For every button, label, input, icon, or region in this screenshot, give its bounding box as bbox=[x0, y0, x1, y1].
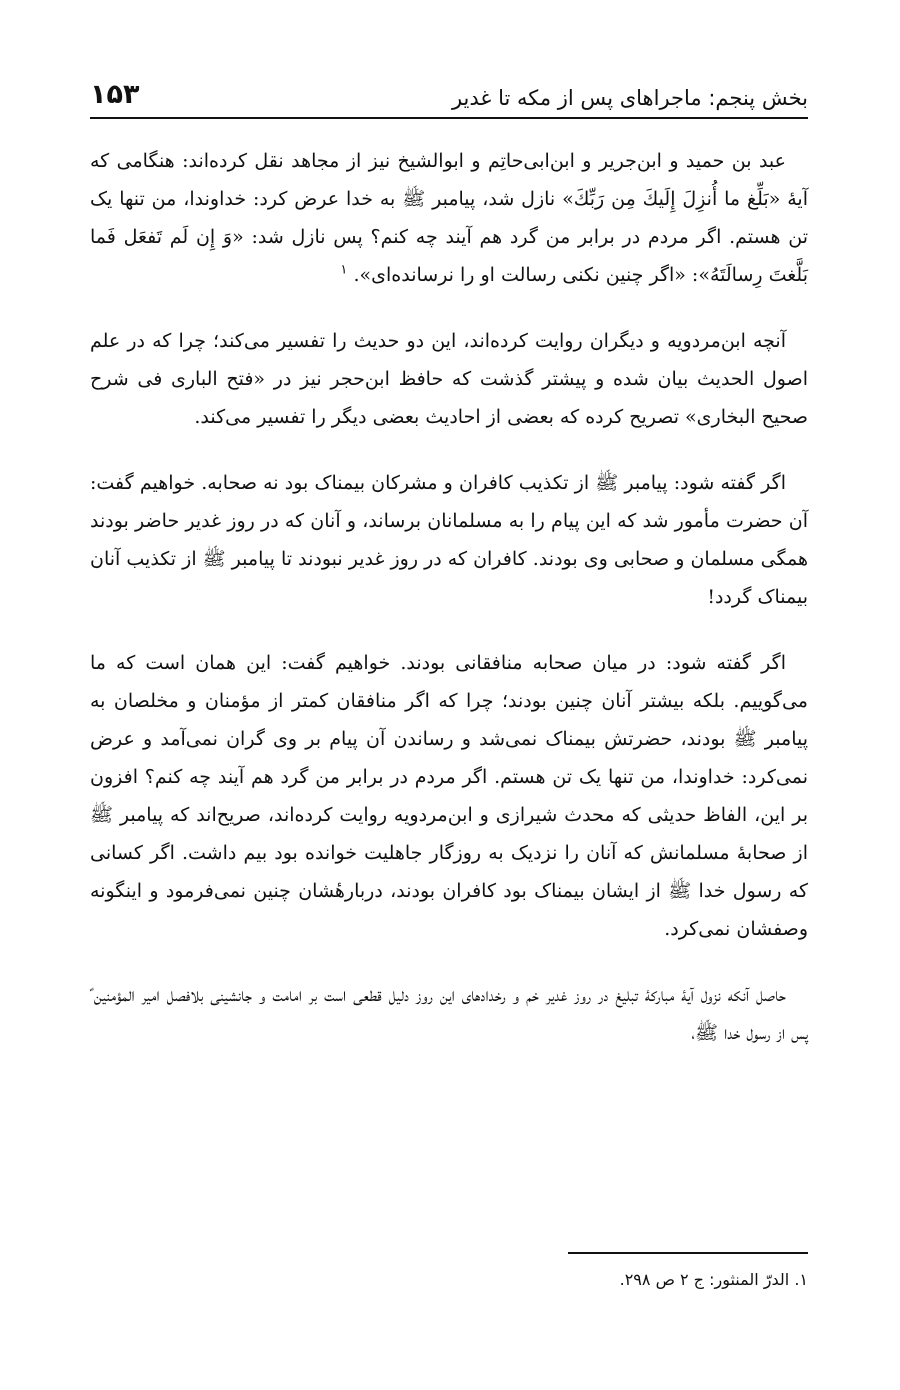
page-number: ۱۵۳ bbox=[90, 79, 140, 110]
paragraph-4: اگر گفته شود: در میان صحابه منافقانی بودند. خواهیم گفت: این همان است که ما می‌گوییم. بلکه بیشتر آنان چنین بودند؛ چرا که اگر منافقان کمتر از مؤمنان و مخلصان به پیامبر ﷺ بودند، حضرتش بیمناک نمی‌شد و رساندن آن پیام بر وی گران نمی‌آمد و عرض نمی‌کرد: خداوندا، من تنها یک تن هستم. اگر مردم در برابر من گرد هم آیند چه کنم؟ افزون بر این، الفاظ حدیثی که محدث شیرازی و ابن‌مردویه روایت کرده‌اند، صریح‌اند که پیامبر ﷺ از صحابهٔ مسلمانش که آنان را نزدیک به روزگار جاهلیت خوانده بود بیم داشت. اگر کسانی که رسول خدا ﷺ از ایشان بیمناک بود کافران بودند، دربارهٔشان چنین نمی‌فرمود و اینگونه وصفشان نمی‌کرد. bbox=[90, 652, 808, 940]
footnote-divider bbox=[568, 1252, 808, 1254]
footnote: ۱. الدرّ المنثور: ج ۲ ص ۲۹۸. bbox=[619, 1270, 808, 1289]
body-text bbox=[90, 142, 808, 1080]
paragraph-5: حاصل آنکه نزول آیهٔ مبارکهٔ تبلیغ در روز غدیر خم و رخدادهای این روز دلیل قطعی است بر امامت و جانشینی بلافصل امیر المؤمنین ؑ پس از رسول خدا ﷺ، bbox=[90, 984, 808, 1044]
running-title: بخش پنجم: ماجراهای پس از مکه تا غدیر bbox=[451, 86, 808, 110]
header-divider bbox=[90, 117, 808, 119]
paragraph-2: آنچه ابن‌مردویه و دیگران روایت کرده‌اند، این دو حدیث را تفسیر می‌کند؛ چرا که در علم اصول الحدیث بیان شده و پیشتر گذشت که حافظ ابن‌حجر نیز در «فتح الباری فی شرح صحیح البخاری» تصریح کرده که بعضی از احادیث بعضی دیگر را تفسیر می‌کند. bbox=[90, 330, 808, 428]
paragraph-3: اگر گفته شود: پیامبر ﷺ از تکذیب کافران و مشرکان بیمناک بود نه صحابه. خواهیم گفت: آن حضرت مأمور شد که این پیام را به مسلمانان برساند، و آنان که در روز غدیر حاضر بودند همگی مسلمان و صحابی وی بودند. کافران که در روز غدیر نبودند تا پیامبر ﷺ از تکذیب آنان بیمناک گردد! bbox=[90, 472, 808, 608]
paragraph-1 bbox=[90, 142, 808, 294]
page-header bbox=[90, 70, 808, 110]
paragraph-1-text: عبد بن حمید و ابن‌جریر و ابن‌ابی‌حاتِم و ابوالشیخ نیز از مجاهد نقل کرده‌اند: هنگامی که آیهٔ «بَلِّغ ما أُنزِلَ إِلَيكَ مِن رَبِّكَ» نازل شد، پیامبر ﷺ به خدا عرض کرد: خداوندا، من تنها یک تن هستم. اگر مردم در برابر من گرد هم آیند چه کنم؟ پس نازل شد: «وَ إِن لَم تَفعَل فَما بَلَّغتَ رِسالَتَهُ»: «اگر چنین نکنی رسالت او را نرسانده‌ای». bbox=[90, 150, 808, 286]
footnote-reference[interactable]: ۱ bbox=[340, 262, 348, 278]
